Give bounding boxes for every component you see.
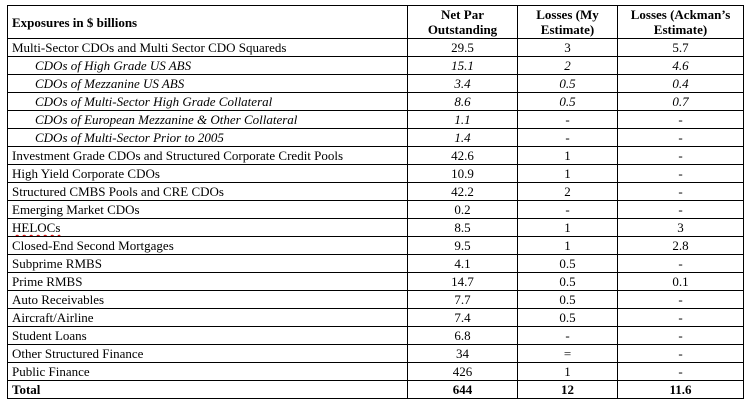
row-label: [8, 219, 408, 237]
row-label: Public Finance: [8, 363, 408, 381]
ackman-estimate-cell: 0.4: [618, 75, 744, 93]
my-estimate-cell: 1: [518, 147, 618, 165]
my-estimate-cell: 1: [518, 219, 618, 237]
row-label: Other Structured Finance: [8, 345, 408, 363]
total-ackman-estimate: 11.6: [618, 381, 744, 399]
net-par-cell: 8.5: [408, 219, 518, 237]
net-par-cell: 29.5: [408, 39, 518, 57]
row-label: Auto Receivables: [8, 291, 408, 309]
my-estimate-cell: 0.5: [518, 273, 618, 291]
table-row: [8, 237, 744, 255]
total-label: Total: [8, 381, 408, 399]
my-estimate-cell: 1: [518, 165, 618, 183]
table-row: [8, 309, 744, 327]
net-par-cell: 426: [408, 363, 518, 381]
table-row: [8, 345, 744, 363]
header-losses-my-estimate: Losses (My Estimate): [518, 6, 618, 39]
row-label: CDOs of Mezzanine US ABS: [8, 75, 408, 93]
ackman-estimate-cell: -: [618, 345, 744, 363]
table-row: [8, 201, 744, 219]
total-row: [8, 381, 744, 399]
ackman-estimate-cell: 0.1: [618, 273, 744, 291]
table-row: [8, 39, 744, 57]
spellcheck-underlined-text: HELOCs: [12, 220, 61, 235]
my-estimate-cell: 0.5: [518, 291, 618, 309]
ackman-estimate-cell: 0.7: [618, 93, 744, 111]
row-label: CDOs of Multi-Sector Prior to 2005: [8, 129, 408, 147]
table-row: [8, 165, 744, 183]
ackman-estimate-cell: -: [618, 147, 744, 165]
net-par-cell: 4.1: [408, 255, 518, 273]
ackman-estimate-cell: -: [618, 363, 744, 381]
net-par-cell: 7.7: [408, 291, 518, 309]
net-par-cell: 6.8: [408, 327, 518, 345]
my-estimate-cell: 2: [518, 57, 618, 75]
my-estimate-cell: 0.5: [518, 75, 618, 93]
row-label: Structured CMBS Pools and CRE CDOs: [8, 183, 408, 201]
net-par-cell: 1.1: [408, 111, 518, 129]
my-estimate-cell: -: [518, 129, 618, 147]
net-par-cell: 1.4: [408, 129, 518, 147]
row-label: Student Loans: [8, 327, 408, 345]
total-my-estimate: 12: [518, 381, 618, 399]
row-label: Aircraft/Airline: [8, 309, 408, 327]
exposures-table: [7, 5, 744, 399]
net-par-cell: 3.4: [408, 75, 518, 93]
row-label: Investment Grade CDOs and Structured Corporate Credit Pools: [8, 147, 408, 165]
net-par-cell: 8.6: [408, 93, 518, 111]
my-estimate-cell: =: [518, 345, 618, 363]
my-estimate-cell: 1: [518, 363, 618, 381]
my-estimate-cell: -: [518, 111, 618, 129]
ackman-estimate-cell: -: [618, 183, 744, 201]
row-label: CDOs of Multi-Sector High Grade Collateral: [8, 93, 408, 111]
table-row: [8, 219, 744, 237]
net-par-cell: 42.2: [408, 183, 518, 201]
my-estimate-cell: 0.5: [518, 255, 618, 273]
my-estimate-cell: -: [518, 327, 618, 345]
table-row: [8, 255, 744, 273]
my-estimate-cell: -: [518, 201, 618, 219]
ackman-estimate-cell: 2.8: [618, 237, 744, 255]
ackman-estimate-cell: 3: [618, 219, 744, 237]
header-row: [8, 6, 744, 39]
net-par-cell: 15.1: [408, 57, 518, 75]
net-par-cell: 34: [408, 345, 518, 363]
ackman-estimate-cell: 4.6: [618, 57, 744, 75]
table-row: [8, 75, 744, 93]
net-par-cell: 0.2: [408, 201, 518, 219]
row-label: Subprime RMBS: [8, 255, 408, 273]
ackman-estimate-cell: -: [618, 255, 744, 273]
net-par-cell: 14.7: [408, 273, 518, 291]
total-net-par: 644: [408, 381, 518, 399]
ackman-estimate-cell: -: [618, 201, 744, 219]
my-estimate-cell: 0.5: [518, 309, 618, 327]
net-par-cell: 9.5: [408, 237, 518, 255]
net-par-cell: 10.9: [408, 165, 518, 183]
ackman-estimate-cell: -: [618, 291, 744, 309]
header-losses-ackman-estimate: Losses (Ackman’s Estimate): [618, 6, 744, 39]
row-label: Emerging Market CDOs: [8, 201, 408, 219]
table-row: [8, 129, 744, 147]
row-label: CDOs of High Grade US ABS: [8, 57, 408, 75]
ackman-estimate-cell: -: [618, 165, 744, 183]
table-row: [8, 111, 744, 129]
my-estimate-cell: 1: [518, 237, 618, 255]
table-row: [8, 327, 744, 345]
row-label: CDOs of European Mezzanine & Other Collateral: [8, 111, 408, 129]
ackman-estimate-cell: -: [618, 327, 744, 345]
my-estimate-cell: 2: [518, 183, 618, 201]
header-exposures: Exposures in $ billions: [8, 6, 408, 39]
table-row: [8, 273, 744, 291]
ackman-estimate-cell: 5.7: [618, 39, 744, 57]
table-row: [8, 57, 744, 75]
net-par-cell: 7.4: [408, 309, 518, 327]
ackman-estimate-cell: -: [618, 129, 744, 147]
ackman-estimate-cell: -: [618, 111, 744, 129]
table-row: [8, 93, 744, 111]
my-estimate-cell: 0.5: [518, 93, 618, 111]
table-row: [8, 147, 744, 165]
row-label: High Yield Corporate CDOs: [8, 165, 408, 183]
row-label: Prime RMBS: [8, 273, 408, 291]
row-label: Multi-Sector CDOs and Multi Sector CDO Squareds: [8, 39, 408, 57]
header-net-par: Net Par Outstanding: [408, 6, 518, 39]
table-row: [8, 183, 744, 201]
row-label: Closed-End Second Mortgages: [8, 237, 408, 255]
table-row: [8, 291, 744, 309]
my-estimate-cell: 3: [518, 39, 618, 57]
ackman-estimate-cell: -: [618, 309, 744, 327]
table-row: [8, 363, 744, 381]
net-par-cell: 42.6: [408, 147, 518, 165]
